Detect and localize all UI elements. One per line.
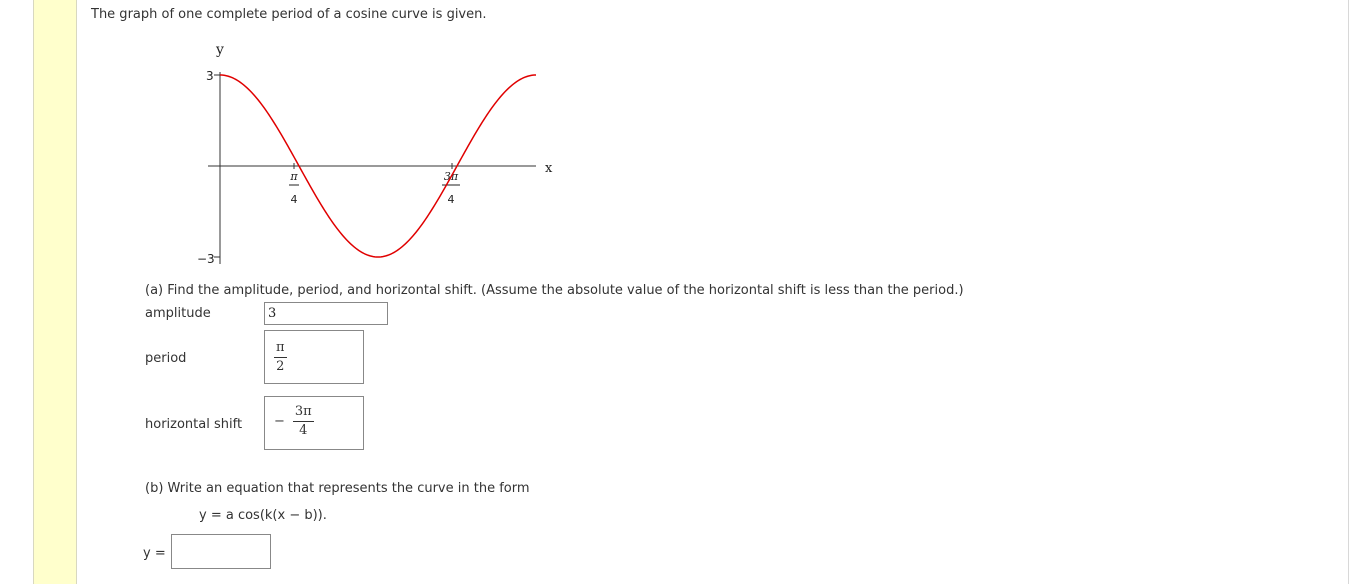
shift-fraction [293,405,314,438]
amplitude-value: 3 [268,306,277,321]
question-margin-strip [33,0,77,584]
y-axis-label: y [216,42,224,58]
shift-numerator: 3π [293,405,314,422]
shift-minus-sign: − [274,414,285,429]
y-min-label: −3 [197,252,215,266]
horizontal-shift-input[interactable] [264,396,364,450]
shift-denominator: 4 [299,423,308,438]
x-tick2-den: 4 [447,193,455,206]
part-a-prompt: (a) Find the amplitude, period, and horizontal shift. (Assume the absolute value of the horizontal shift is less than the period.) [145,283,964,298]
y-max-label: 3 [206,69,214,83]
period-input[interactable] [264,330,364,384]
part-b-prompt: (b) Write an equation that represents the curve in the form [145,481,530,496]
x-axis-label: x [545,161,553,176]
equation-input[interactable] [171,534,271,569]
amplitude-input[interactable] [264,302,388,325]
amplitude-label: amplitude [145,306,211,321]
left-gutter [0,0,33,584]
x-tick2-num: 3π [443,170,459,183]
period-fraction [274,341,287,374]
x-tick1-num: π [290,170,298,183]
right-border [1348,0,1349,584]
cosine-graph [190,38,560,268]
period-denominator: 2 [276,359,285,374]
equation-form: y = a cos(k(x − b)). [199,508,327,523]
question-text: The graph of one complete period of a cosine curve is given. [91,7,487,22]
horizontal-shift-label: horizontal shift [145,417,243,432]
x-tick1-den: 4 [290,193,298,206]
y-equals-label: y = [143,546,166,561]
period-numerator: π [274,341,287,358]
period-label: period [145,351,187,366]
